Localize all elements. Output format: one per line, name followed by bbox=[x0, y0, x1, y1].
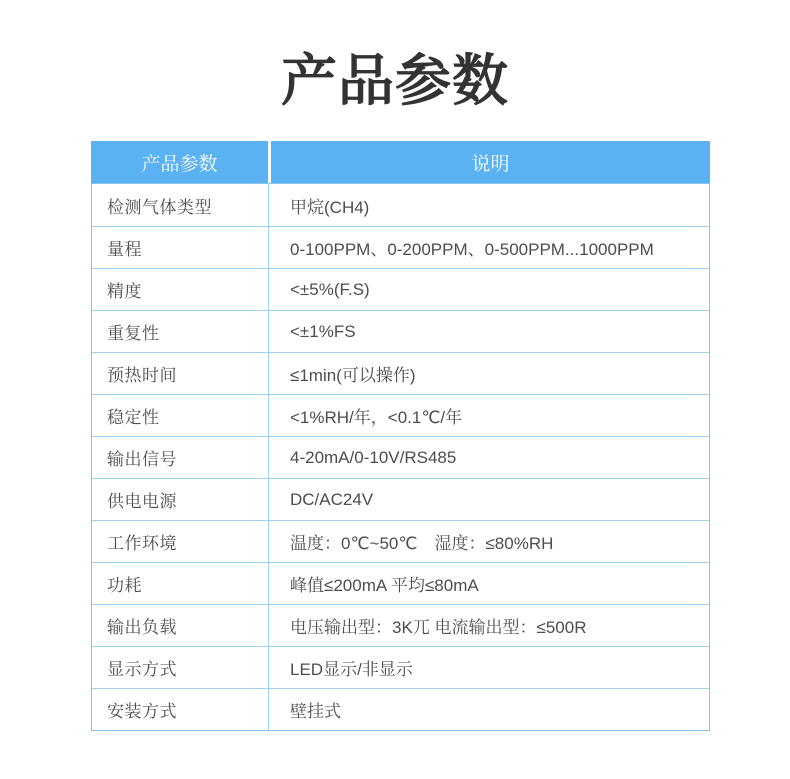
row-value: DC/AC24V bbox=[290, 489, 374, 509]
table-row-range bbox=[92, 226, 709, 268]
table-row-mounting-mode bbox=[92, 688, 709, 730]
row-label: 量程 bbox=[92, 227, 269, 268]
row-value: <±5%(F.S) bbox=[290, 279, 370, 299]
table-row-working-environment bbox=[92, 520, 709, 562]
row-value: 4-20mA/0-10V/RS485 bbox=[290, 447, 457, 467]
page-title: 产品参数 bbox=[281, 49, 509, 112]
row-value: 甲烷(CH4) bbox=[290, 197, 370, 217]
row-value: 电压输出型：3K兀 电流输出型：≤500R bbox=[290, 618, 587, 638]
row-value: ≤1min(可以操作) bbox=[290, 366, 416, 386]
product-parameters-table bbox=[91, 141, 710, 731]
table-row-stability bbox=[92, 394, 709, 436]
table-row-power-consumption bbox=[92, 562, 709, 604]
row-label: 功耗 bbox=[92, 563, 269, 604]
row-label: 重复性 bbox=[92, 311, 269, 352]
table-row-output-signal bbox=[92, 436, 709, 478]
row-value: LED显示/非显示 bbox=[290, 660, 413, 680]
table-row-repeatability bbox=[92, 310, 709, 352]
table-header-row bbox=[91, 141, 710, 183]
table-row-power-supply bbox=[92, 478, 709, 520]
row-value: 壁挂式 bbox=[290, 702, 341, 722]
table-body bbox=[91, 183, 710, 731]
table-header-description: 说明 bbox=[271, 141, 710, 183]
row-label: 输出信号 bbox=[92, 437, 269, 478]
row-value: 温度：0℃~50℃ 湿度：≤80%RH bbox=[290, 534, 554, 554]
row-label: 供电电源 bbox=[92, 479, 269, 520]
row-value: <1%RH/年，<0.1℃/年 bbox=[290, 408, 463, 428]
row-label: 稳定性 bbox=[92, 395, 269, 436]
row-label: 工作环境 bbox=[92, 521, 269, 562]
row-label: 安装方式 bbox=[92, 689, 269, 730]
row-value: 峰值≤200mA 平均≤80mA bbox=[290, 576, 479, 596]
row-label: 预热时间 bbox=[92, 353, 269, 394]
table-header-parameter: 产品参数 bbox=[91, 141, 268, 183]
table-row-gas-type bbox=[92, 184, 709, 226]
row-label: 检测气体类型 bbox=[92, 184, 269, 226]
table-row-warmup-time bbox=[92, 352, 709, 394]
row-label: 显示方式 bbox=[92, 647, 269, 688]
table-row-output-load bbox=[92, 604, 709, 646]
row-value: 0-100PPM、0-200PPM、0-500PPM...1000PPM bbox=[290, 240, 654, 260]
table-row-display-mode bbox=[92, 646, 709, 688]
row-value: <±1%FS bbox=[290, 321, 356, 341]
row-label: 精度 bbox=[92, 269, 269, 310]
row-label: 输出负载 bbox=[92, 605, 269, 646]
table-row-accuracy bbox=[92, 268, 709, 310]
